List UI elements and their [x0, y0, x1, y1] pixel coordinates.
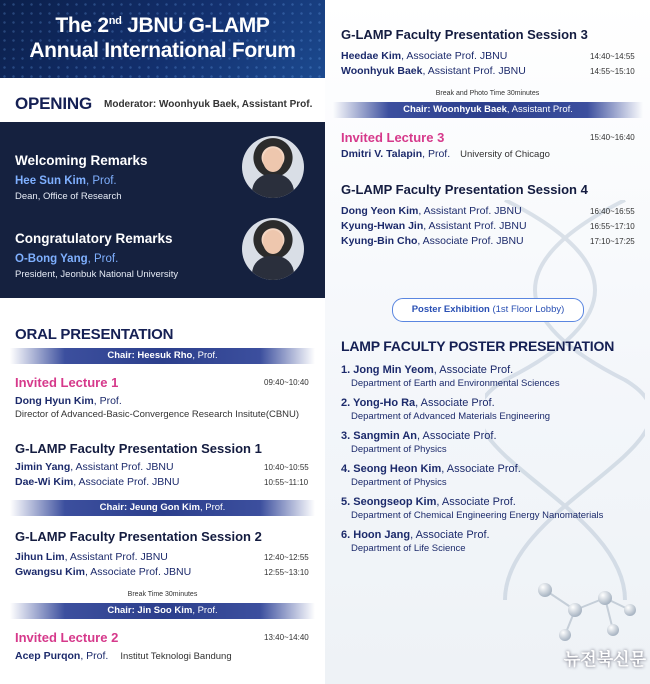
- session-3-row-time: 14:40~14:55: [590, 52, 635, 61]
- session-2-row-time: 12:55~13:10: [264, 568, 309, 577]
- invited-lecture-3-speaker: Dmitri V. Talapin, Prof. University of Chicago: [341, 148, 550, 160]
- session-1-heading: G-LAMP Faculty Presentation Session 1: [15, 441, 262, 456]
- welcoming-heading: Welcoming Remarks: [15, 153, 148, 168]
- page-title-line2: Annual International Forum: [29, 39, 296, 62]
- session-2-row: Jihun Lim, Assistant Prof. JBNU: [15, 551, 168, 563]
- session-2-heading: G-LAMP Faculty Presentation Session 2: [15, 529, 262, 544]
- session-4-row-time: 16:55~17:10: [590, 222, 635, 231]
- congratulatory-heading: Congratulatory Remarks: [15, 231, 173, 246]
- congratulatory-speaker: O-Bong Yang, Prof.: [15, 253, 119, 265]
- session-4-row: Kyung-Hwan Jin, Assistant Prof. JBNU: [341, 220, 527, 232]
- chair-bar-4: Chair: Woonhyuk Baek, Assistant Prof.: [333, 102, 643, 118]
- session-1-row: Jimin Yang, Assistant Prof. JBNU: [15, 461, 174, 473]
- session-1-row-time: 10:55~11:10: [264, 478, 309, 487]
- molecule-decoration: [525, 570, 645, 650]
- invited-lecture-2-speaker: Acep Purqon, Prof. Institut Teknologi Bandung: [15, 650, 232, 662]
- chair-bar-3: Chair: Jin Soo Kim, Prof.: [10, 603, 315, 619]
- invited-lecture-3-heading: Invited Lecture 3: [341, 130, 445, 145]
- invited-lecture-1-speaker: Dong Hyun Kim, Prof.: [15, 395, 122, 407]
- invited-lecture-3-time: 15:40~16:40: [590, 133, 635, 142]
- poster-item: 6. Hoon Jang, Associate Prof. Department of Life Science: [341, 529, 490, 554]
- session-4-row-time: 17:10~17:25: [590, 237, 635, 246]
- newspaper-watermark-logo: 뉴전북신문: [563, 650, 646, 669]
- welcoming-role: Dean, Office of Research: [15, 191, 122, 202]
- session-2-row: Gwangsu Kim, Associate Prof. JBNU: [15, 566, 192, 578]
- welcoming-block: [15, 153, 148, 202]
- page-title-line1: The 2nd JBNU G-LAMP: [55, 14, 270, 37]
- hero-banner: [0, 0, 325, 78]
- break-time-2: Break and Photo Time 30minutes: [435, 90, 540, 97]
- opening-moderator: Moderator: Woonhyuk Baek, Assistant Prof.: [104, 99, 313, 110]
- opening-heading: OPENING: [15, 94, 93, 113]
- break-time-1: Break Time 30minutes: [127, 591, 198, 598]
- congratulatory-role: President, Jeonbuk National University: [15, 269, 179, 280]
- session-1-row-time: 10:40~10:55: [264, 463, 309, 472]
- poster-item: 1. Jong Min Yeom, Associate Prof. Department of Earth and Environmental Sciences: [341, 364, 560, 389]
- oral-heading: ORAL PRESENTATION: [15, 326, 174, 343]
- avatar-hee-sun-kim: [242, 136, 304, 198]
- session-3-row-time: 14:55~15:10: [590, 67, 635, 76]
- session-2-row-time: 12:40~12:55: [264, 553, 309, 562]
- session-1-row: Dae-Wi Kim, Associate Prof. JBNU: [15, 476, 180, 488]
- chair-bar-2: Chair: Jeung Gon Kim, Prof.: [10, 500, 315, 516]
- poster-exhibition-pill: Poster Exhibition (1st Floor Lobby): [392, 298, 584, 322]
- congratulatory-block: [15, 231, 178, 280]
- session-4-row-time: 16:40~16:55: [590, 207, 635, 216]
- chair-bar-1: Chair: Heesuk Rho, Prof.: [10, 348, 315, 364]
- poster-item: 2. Yong-Ho Ra, Associate Prof. Department of Advanced Materials Engineering: [341, 397, 551, 422]
- session-3-row: Woonhyuk Baek, Assistant Prof. JBNU: [341, 65, 526, 77]
- session-3-row: Heedae Kim, Associate Prof. JBNU: [341, 50, 508, 62]
- opening-panel: [0, 122, 325, 298]
- session-4-heading: G-LAMP Faculty Presentation Session 4: [341, 182, 588, 197]
- invited-lecture-1-time: 09:40~10:40: [264, 378, 309, 387]
- welcoming-speaker: Hee Sun Kim, Prof.: [15, 175, 117, 187]
- right-column: [325, 0, 650, 684]
- poster-heading: LAMP FACULTY POSTER PRESENTATION: [341, 338, 615, 354]
- poster-item: 5. Seongseop Kim, Associate Prof. Department of Chemical Engineering Energy Nanomaterials: [341, 496, 604, 521]
- invited-lecture-2-time: 13:40~14:40: [264, 633, 309, 642]
- invited-lecture-1-heading: Invited Lecture 1: [15, 375, 119, 390]
- session-3-heading: G-LAMP Faculty Presentation Session 3: [341, 27, 588, 42]
- poster-item: 4. Seong Heon Kim, Associate Prof. Department of Physics: [341, 463, 521, 488]
- poster-item: 3. Sangmin An, Associate Prof. Department of Physics: [341, 430, 497, 455]
- invited-lecture-2-heading: Invited Lecture 2: [15, 630, 119, 645]
- session-4-row: Kyung-Bin Cho, Associate Prof. JBNU: [341, 235, 524, 247]
- session-4-row: Dong Yeon Kim, Assistant Prof. JBNU: [341, 205, 522, 217]
- avatar-o-bong-yang: [242, 218, 304, 280]
- invited-lecture-1-affiliation: Director of Advanced-Basic-Convergence Research Insitute(CBNU): [15, 409, 300, 420]
